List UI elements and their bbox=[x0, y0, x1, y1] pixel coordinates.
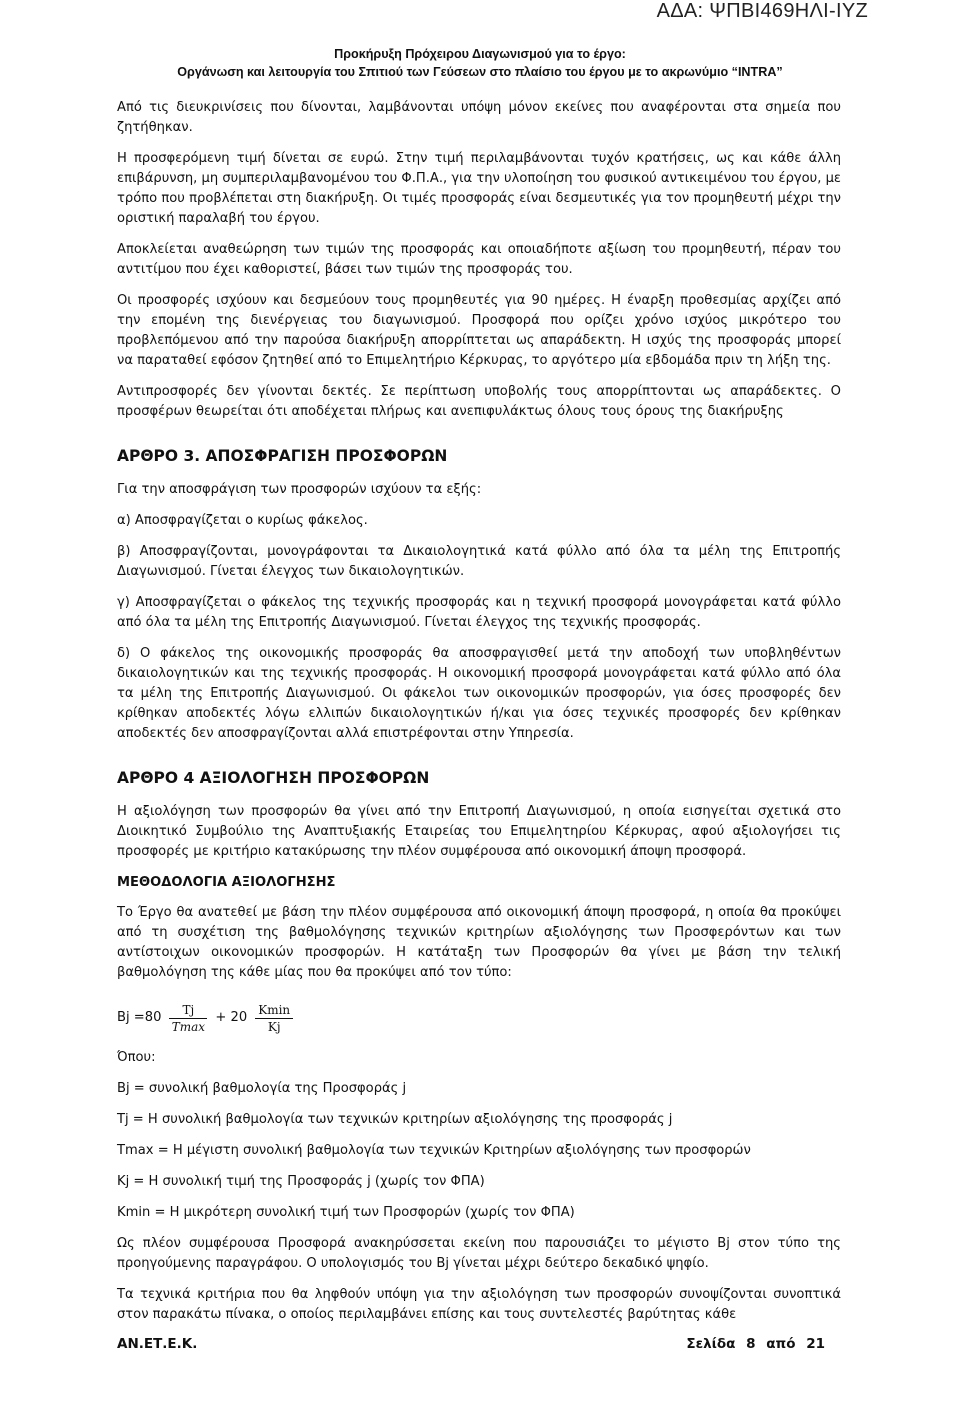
paragraph: Από τις διευκρινίσεις που δίνονται, λαμβάνονται υπόψη μόνον εκείνες που αναφέρονται στα σημεία που ζητήθηκαν. bbox=[117, 100, 841, 135]
where-label: Όπου: bbox=[117, 1050, 156, 1065]
fraction-numerator: Tj bbox=[182, 1002, 195, 1017]
paragraph: Αντιπροσφορές δεν γίνονται δεκτές. Σε περίπτωση υποβολής τους απορρίπτονται ως απαράδεκτες. Ο προσφέρων θεωρείται ότι αποδέχεται πλήρως και ανεπιφυλάκτως όλους τους όρους της διακήρυξης bbox=[117, 384, 841, 419]
page-header bbox=[0, 45, 960, 81]
page-label: Σελίδα bbox=[686, 1336, 736, 1352]
paragraph: δ) Ο φάκελος της οικονομικής προσφοράς θα αποσφραγισθεί μετά την αποδοχή των υποβληθέντων δικαιολογητικών και της τεχνικής προσφοράς. Η οικονομική προσφορά μονογράφεται κατά φύλλο από όλα τα μέλη της Επιτροπής Διαγωνισμού. Οι φάκελοι των οικονομικών προσφορών, για όσες προσφορές δεν κρίθηκαν αποδεκτές λόγω ελλιπών δικαιολογητικών ή/και για όσες τεχνικές προσφορές δεν κρίθηκαν αποδεκτές δεν αποσφραγίζονται αλλά επιστρέφονται στην Υπηρεσία. bbox=[117, 646, 841, 741]
paragraph: Η προσφερόμενη τιμή δίνεται σε ευρώ. Στην τιμή περιλαμβάνονται τυχόν κρατήσεις, ως και κάθε άλλη επιβάρυνση, μη συμπεριλαμβανομένου του Φ.Π.Α., για την υλοποίηση του φυσικού αντικειμένου του έργου, με τρόπο που προβλέπεται στη διακήρυξη. Οι τιμές προσφοράς είναι δεσμευτικές για τον προμηθευτή μέχρι την οριστική παραλαβή του έργου. bbox=[117, 151, 841, 226]
document-id: ΑΔΑ: ΨΠΒΙ469ΗΛΙ-ΙΥΖ bbox=[656, 0, 868, 22]
article-4-heading: ΑΡΘΡΟ 4 ΑΞΙΟΛΟΓΗΣΗ ΠΡΟΣΦΟΡΩΝ bbox=[117, 769, 430, 787]
paragraph: Το Έργο θα ανατεθεί με βάση την πλέον συμφέρουσα από οικονομική άποψη προσφορά, η οποία θα προκύψει από τη συσχέτιση της βαθμολόγησης τεχνικών κριτηρίων αξιολόγησης των Προσφερόντων και των αντίστοιχων οικονομικών προσφορών. Η κατάταξη των Προσφορών θα γίνει με βάση την τελική βαθμολόγηση της κάθε μίας που θα προκύψει από τον τύπο: bbox=[117, 905, 841, 980]
footer-org: ΑΝ.ΕΤ.Ε.Κ. bbox=[117, 1336, 198, 1352]
paragraph: β) Αποσφραγίζονται, μονογράφονται τα Δικαιολογητικά κατά φύλλο από όλα τα μέλη της Επιτροπής Διαγωνισμού. Γίνεται έλεγχος των δικαιολογητικών. bbox=[117, 544, 841, 579]
page-footer bbox=[117, 1336, 825, 1352]
fraction-price bbox=[255, 1002, 293, 1035]
page-number bbox=[680, 1336, 825, 1352]
fraction-denominator: Tmax bbox=[171, 1019, 206, 1034]
current-page: 8 bbox=[746, 1336, 756, 1352]
paragraph: Οι προσφορές ισχύουν και δεσμεύουν τους προμηθευτές για 90 ημέρες. Η έναρξη προθεσμίας αρχίζει από την επομένη της διενέργειας του διαγωνισμού. Προσφορά που ορίζει χρόνο ισχύος μικρότερο του προβλεπόμενου από την παρούσα διακήρυξη απορρίπτεται ως απαράδεκτη. Η ισχύς της προσφοράς μπορεί να παραταθεί εφόσον ζητηθεί από το Επιμελητήριο Κέρκυρας, το αργότερο μία εβδομάδα πριν τη λήξη της. bbox=[117, 293, 841, 368]
article-3-heading: ΑΡΘΡΟ 3. ΑΠΟΣΦΡΑΓΙΣΗ ΠΡΟΣΦΟΡΩΝ bbox=[117, 447, 448, 465]
definition: Kj = Η συνολική τιμή της Προσφοράς j (χωρίς τον ΦΠΑ) bbox=[117, 1174, 485, 1189]
paragraph: Αποκλείεται αναθεώρηση των τιμών της προσφοράς και οποιαδήποτε αξίωση του προμηθευτή, πέραν του αντιτίμου που έχει καθοριστεί, βάσει των τιμών της προσφοράς του. bbox=[117, 242, 841, 277]
header-line-1: Προκήρυξη Πρόχειρου Διαγωνισμού για το έργο: bbox=[334, 47, 626, 61]
methodology-heading: ΜΕΘΟΔΟΛΟΓΙΑ ΑΞΙΟΛΟΓΗΣΗΣ bbox=[117, 875, 336, 890]
paragraph: Η αξιολόγηση των προσφορών θα γίνει από την Επιτροπή Διαγωνισμού, η οποία εισηγείται σχετικά στο Διοικητικό Συμβούλιο της Αναπτυξιακής Εταιρείας του Επιμελητηρίου Κέρκυρας, αφού αξιολογήσει τις προσφορές με κριτήριο κατακύρωσης την πλέον συμφέρουσα από οικονομική άποψη προσφορά. bbox=[117, 804, 841, 859]
paragraph: γ) Αποσφραγίζεται ο φάκελος της τεχνικής προσφοράς και η τεχνική προσφορά μονογράφεται κατά φύλλο από όλα τα μέλη της Επιτροπής Διαγωνισμού. Γίνεται έλεγχος της τεχνικής προσφοράς. bbox=[117, 595, 841, 630]
paragraph: Για την αποσφράγιση των προσφορών ισχύουν τα εξής: bbox=[117, 482, 482, 497]
definition: Bj = συνολική βαθμολογία της Προσφοράς j bbox=[117, 1081, 407, 1096]
definition: Tj = Η συνολική βαθμολογία των τεχνικών κριτηρίων αξιολόγησης της προσφοράς j bbox=[117, 1112, 673, 1127]
of-label: από bbox=[766, 1336, 796, 1352]
formula-plus: + 20 bbox=[215, 1010, 248, 1025]
definition: Tmax = Η μέγιστη συνολική βαθμολογία των τεχνικών Κριτηρίων αξιολόγησης των προσφορών bbox=[117, 1143, 751, 1158]
paragraph: α) Αποσφραγίζεται ο κυρίως φάκελος. bbox=[117, 513, 368, 528]
fraction-technical bbox=[169, 1002, 207, 1035]
formula-lhs: Bj =80 bbox=[117, 1010, 162, 1025]
total-pages: 21 bbox=[806, 1336, 825, 1352]
paragraph: Τα τεχνικά κριτήρια που θα ληφθούν υπόψη για την αξιολόγηση των προσφορών συνοψίζονται συνοπτικά στον παρακάτω πίνακα, ο οποίος περιλαμβάνει επίσης και τους συντελεστές βαρύτητας κάθε bbox=[117, 1287, 841, 1322]
fraction-numerator: Kmin bbox=[258, 1002, 291, 1017]
document-body bbox=[117, 98, 841, 1325]
scoring-formula bbox=[117, 994, 841, 1042]
fraction-denominator: Kj bbox=[267, 1019, 281, 1034]
definition: Kmin = Η μικρότερη συνολική τιμή των Προσφορών (χωρίς τον ΦΠΑ) bbox=[117, 1205, 575, 1220]
header-line-2: Οργάνωση και λειτουργία του Σπιτιού των Γεύσεων στο πλαίσιο του έργου με το ακρωνύμιο “INTRA” bbox=[177, 65, 783, 79]
paragraph: Ως πλέον συμφέρουσα Προσφορά ανακηρύσσεται εκείνη που παρουσιάζει το μέγιστο Bj στον τύπο της προηγούμενης παραγράφου. Ο υπολογισμός του Bj γίνεται μέχρι δεύτερο δεκαδικό ψηφίο. bbox=[117, 1236, 841, 1271]
